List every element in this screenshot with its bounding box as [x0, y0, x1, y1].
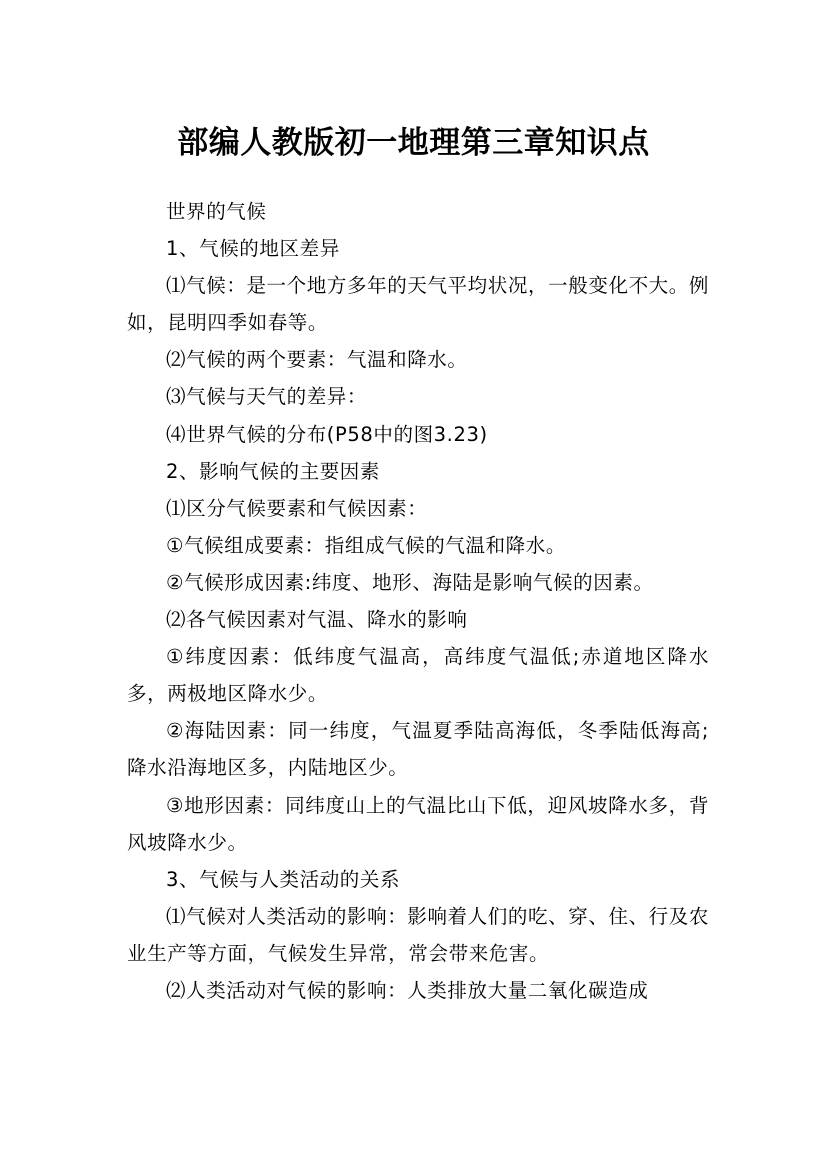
paragraph: ⑶气候与天气的差异：	[166, 385, 368, 409]
subsection-heading: 2、影响气候的主要因素	[166, 459, 381, 483]
paragraph: ②海陆因素：同一纬度，气温夏季陆高海低，冬季陆低海高;降水沿海地区多，内陆地区少。	[127, 719, 709, 780]
paragraph: ⑴气候对人类活动的影响：影响着人们的吃、穿、住、行及农业生产等方面，气候发生异常，常会带来危害。	[127, 904, 709, 965]
paragraph: ②气候形成因素:纬度、地形、海陆是影响气候的因素。	[166, 570, 654, 594]
subsection-heading: 3、气候与人类活动的关系	[166, 867, 401, 891]
paragraph: ⑴气候：是一个地方多年的天气平均状况，一般变化不大。例如，昆明四季如春等。	[127, 274, 709, 335]
paragraph: ⑵气候的两个要素：气温和降水。	[166, 348, 468, 372]
paragraph: ③地形因素：同纬度山上的气温比山下低，迎风坡降水多，背风坡降水少。	[127, 793, 709, 854]
paragraph: ⑵人类活动对气候的影响：人类排放大量二氧化碳造成	[166, 978, 649, 1002]
paragraph: ①气候组成要素：指组成气候的气温和降水。	[166, 533, 566, 557]
paragraph: ⑵各气候因素对气温、降水的影响	[166, 608, 468, 632]
paragraph: ⑴区分气候要素和气候因素：	[166, 496, 428, 520]
document-title: 部编人教版初一地理第三章知识点	[177, 124, 650, 161]
paragraph: ①纬度因素：低纬度气温高，高纬度气温低;赤道地区降水多，两极地区降水少。	[127, 645, 709, 706]
document-body	[127, 193, 709, 1009]
subsection-heading: 1、气候的地区差异	[166, 237, 340, 261]
section-heading: 世界的气候	[166, 200, 267, 223]
paragraph: ⑷世界气候的分布(P58中的图3.23)	[166, 422, 488, 446]
